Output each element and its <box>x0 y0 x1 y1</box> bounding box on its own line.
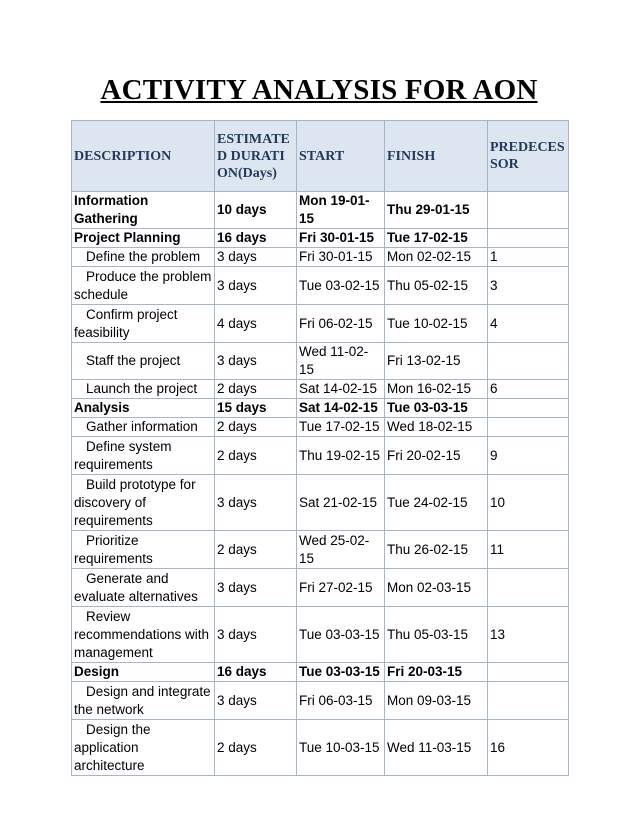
cell-predecessor <box>488 569 569 607</box>
cell-start: Fri 27-02-15 <box>297 569 385 607</box>
cell-duration: 3 days <box>215 248 297 267</box>
cell-finish: Mon 02-03-15 <box>385 569 488 607</box>
cell-start: Fri 06-03-15 <box>297 682 385 720</box>
cell-start: Tue 03-03-15 <box>297 663 385 682</box>
cell-description-text: Gather information <box>86 419 198 434</box>
cell-start: Tue 03-03-15 <box>297 607 385 663</box>
cell-start: Mon 19-01-15 <box>297 192 385 229</box>
cell-duration: 3 days <box>215 343 297 380</box>
cell-description <box>72 343 215 380</box>
cell-predecessor: 3 <box>488 267 569 305</box>
cell-predecessor <box>488 418 569 437</box>
header-description: DESCRIPTION <box>72 121 215 192</box>
cell-duration: 3 days <box>215 475 297 531</box>
cell-start: Fri 30-01-15 <box>297 229 385 248</box>
cell-duration: 10 days <box>215 192 297 229</box>
header-row <box>72 121 569 192</box>
cell-description <box>72 305 215 343</box>
table-row <box>72 720 569 776</box>
table-row <box>72 380 569 399</box>
cell-duration: 2 days <box>215 437 297 475</box>
activity-table <box>71 120 569 776</box>
cell-start: Sat 14-02-15 <box>297 380 385 399</box>
cell-description-text: Review recommendations with management <box>74 608 210 660</box>
cell-finish: Thu 05-02-15 <box>385 267 488 305</box>
cell-description <box>72 437 215 475</box>
cell-predecessor <box>488 229 569 248</box>
cell-description <box>72 569 215 607</box>
cell-duration: 16 days <box>215 229 297 248</box>
cell-duration: 3 days <box>215 607 297 663</box>
cell-finish: Tue 03-03-15 <box>385 399 488 418</box>
cell-description <box>72 380 215 399</box>
cell-description-text: Launch the project <box>86 381 198 396</box>
table-row <box>72 531 569 569</box>
cell-description <box>72 475 215 531</box>
header-duration: ESTIMATED DURATION(Days) <box>215 121 297 192</box>
cell-predecessor <box>488 663 569 682</box>
table-row <box>72 569 569 607</box>
cell-description: Design <box>72 663 215 682</box>
cell-description-text: Build prototype for discovery of requirements <box>74 476 196 528</box>
cell-description <box>72 682 215 720</box>
cell-duration: 3 days <box>215 267 297 305</box>
table-row <box>72 418 569 437</box>
table-body <box>72 192 569 776</box>
table-row <box>72 305 569 343</box>
cell-start: Tue 03-02-15 <box>297 267 385 305</box>
cell-description: Analysis <box>72 399 215 418</box>
cell-finish: Mon 09-03-15 <box>385 682 488 720</box>
cell-description <box>72 531 215 569</box>
cell-description-text: Prioritize requirements <box>74 532 153 566</box>
cell-predecessor: 4 <box>488 305 569 343</box>
cell-description-text: Generate and evaluate alternatives <box>74 570 198 604</box>
cell-description <box>72 418 215 437</box>
cell-description <box>72 267 215 305</box>
cell-start: Thu 19-02-15 <box>297 437 385 475</box>
cell-finish: Thu 05-03-15 <box>385 607 488 663</box>
cell-finish: Fri 20-02-15 <box>385 437 488 475</box>
cell-start: Fri 30-01-15 <box>297 248 385 267</box>
cell-duration: 2 days <box>215 531 297 569</box>
cell-description-text: Design the application architecture <box>74 721 151 773</box>
cell-description-text: Define system requirements <box>74 438 172 472</box>
cell-duration: 2 days <box>215 720 297 776</box>
table-row <box>72 399 569 418</box>
cell-start: Fri 06-02-15 <box>297 305 385 343</box>
table-row <box>72 437 569 475</box>
page-title: ACTIVITY ANALYSIS FOR AON <box>100 74 538 106</box>
table-row <box>72 607 569 663</box>
cell-description-text: Design and integrate the network <box>74 683 211 717</box>
cell-predecessor: 16 <box>488 720 569 776</box>
cell-duration: 4 days <box>215 305 297 343</box>
cell-start: Wed 25-02-15 <box>297 531 385 569</box>
cell-predecessor <box>488 343 569 380</box>
cell-finish: Fri 20-03-15 <box>385 663 488 682</box>
cell-predecessor: 13 <box>488 607 569 663</box>
cell-duration: 2 days <box>215 380 297 399</box>
cell-predecessor: 9 <box>488 437 569 475</box>
table-row <box>72 663 569 682</box>
cell-predecessor <box>488 399 569 418</box>
header-finish: FINISH <box>385 121 488 192</box>
cell-finish: Wed 11-03-15 <box>385 720 488 776</box>
cell-description <box>72 607 215 663</box>
cell-start: Sat 14-02-15 <box>297 399 385 418</box>
cell-predecessor: 10 <box>488 475 569 531</box>
cell-description: Information Gathering <box>72 192 215 229</box>
cell-start: Tue 10-03-15 <box>297 720 385 776</box>
cell-duration: 3 days <box>215 682 297 720</box>
cell-predecessor <box>488 682 569 720</box>
cell-finish: Tue 10-02-15 <box>385 305 488 343</box>
cell-predecessor: 1 <box>488 248 569 267</box>
cell-predecessor <box>488 192 569 229</box>
table-row <box>72 682 569 720</box>
cell-start: Sat 21-02-15 <box>297 475 385 531</box>
cell-duration: 16 days <box>215 663 297 682</box>
header-start: START <box>297 121 385 192</box>
cell-finish: Mon 16-02-15 <box>385 380 488 399</box>
cell-finish: Tue 24-02-15 <box>385 475 488 531</box>
table-row <box>72 475 569 531</box>
table-row <box>72 267 569 305</box>
cell-finish: Thu 29-01-15 <box>385 192 488 229</box>
cell-description-text: Staff the project <box>86 353 181 368</box>
cell-predecessor: 6 <box>488 380 569 399</box>
cell-duration: 15 days <box>215 399 297 418</box>
cell-description <box>72 720 215 776</box>
cell-finish: Fri 13-02-15 <box>385 343 488 380</box>
cell-description-text: Define the problem <box>86 249 201 264</box>
cell-description-text: Produce the problem schedule <box>74 268 212 302</box>
cell-description-text: Confirm project feasibility <box>74 306 178 340</box>
table-row <box>72 248 569 267</box>
table-row <box>72 229 569 248</box>
cell-duration: 2 days <box>215 418 297 437</box>
cell-finish: Mon 02-02-15 <box>385 248 488 267</box>
cell-start: Wed 11-02-15 <box>297 343 385 380</box>
cell-description: Project Planning <box>72 229 215 248</box>
cell-duration: 3 days <box>215 569 297 607</box>
cell-predecessor: 11 <box>488 531 569 569</box>
table-row <box>72 192 569 229</box>
table-row <box>72 343 569 380</box>
cell-start: Tue 17-02-15 <box>297 418 385 437</box>
cell-description <box>72 248 215 267</box>
cell-finish: Wed 18-02-15 <box>385 418 488 437</box>
cell-finish: Thu 26-02-15 <box>385 531 488 569</box>
cell-finish: Tue 17-02-15 <box>385 229 488 248</box>
header-predecessor: PREDECESSOR <box>488 121 569 192</box>
